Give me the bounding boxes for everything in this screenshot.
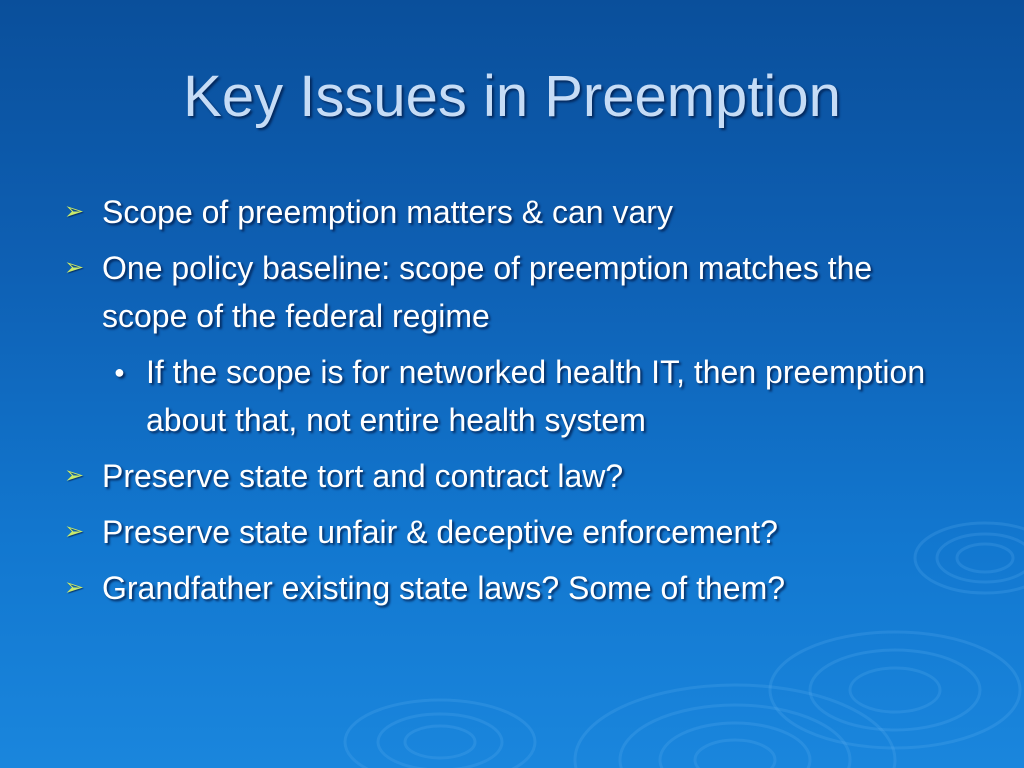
arrow-bullet-icon: ➢ — [64, 198, 85, 225]
arrow-bullet-icon: ➢ — [64, 462, 85, 489]
sub-bullet-item — [64, 348, 964, 444]
arrow-bullet-icon: ➢ — [64, 574, 85, 601]
bullet-item — [64, 564, 964, 612]
bullet-item — [64, 508, 964, 556]
bullet-text: Preserve state unfair & deceptive enforcement? — [102, 514, 778, 550]
arrow-bullet-icon: ➢ — [64, 518, 85, 545]
arrow-bullet-icon: ➢ — [64, 254, 85, 281]
bullet-item — [64, 244, 964, 340]
bullet-list — [64, 188, 964, 620]
bullet-item — [64, 452, 964, 500]
sub-bullet-text: If the scope is for networked health IT, then preemption about that, not entire health system — [146, 354, 926, 438]
bullet-item — [64, 188, 964, 236]
bullet-text: Grandfather existing state laws? Some of them? — [102, 570, 786, 606]
bullet-text: Preserve state tort and contract law? — [102, 458, 624, 494]
slide-title: Key Issues in Preemption — [183, 64, 841, 129]
dot-bullet-icon: ● — [114, 362, 125, 382]
bullet-text: One policy baseline: scope of preemption matches the scope of the federal regime — [102, 250, 873, 334]
bullet-text: Scope of preemption matters & can vary — [102, 194, 673, 230]
